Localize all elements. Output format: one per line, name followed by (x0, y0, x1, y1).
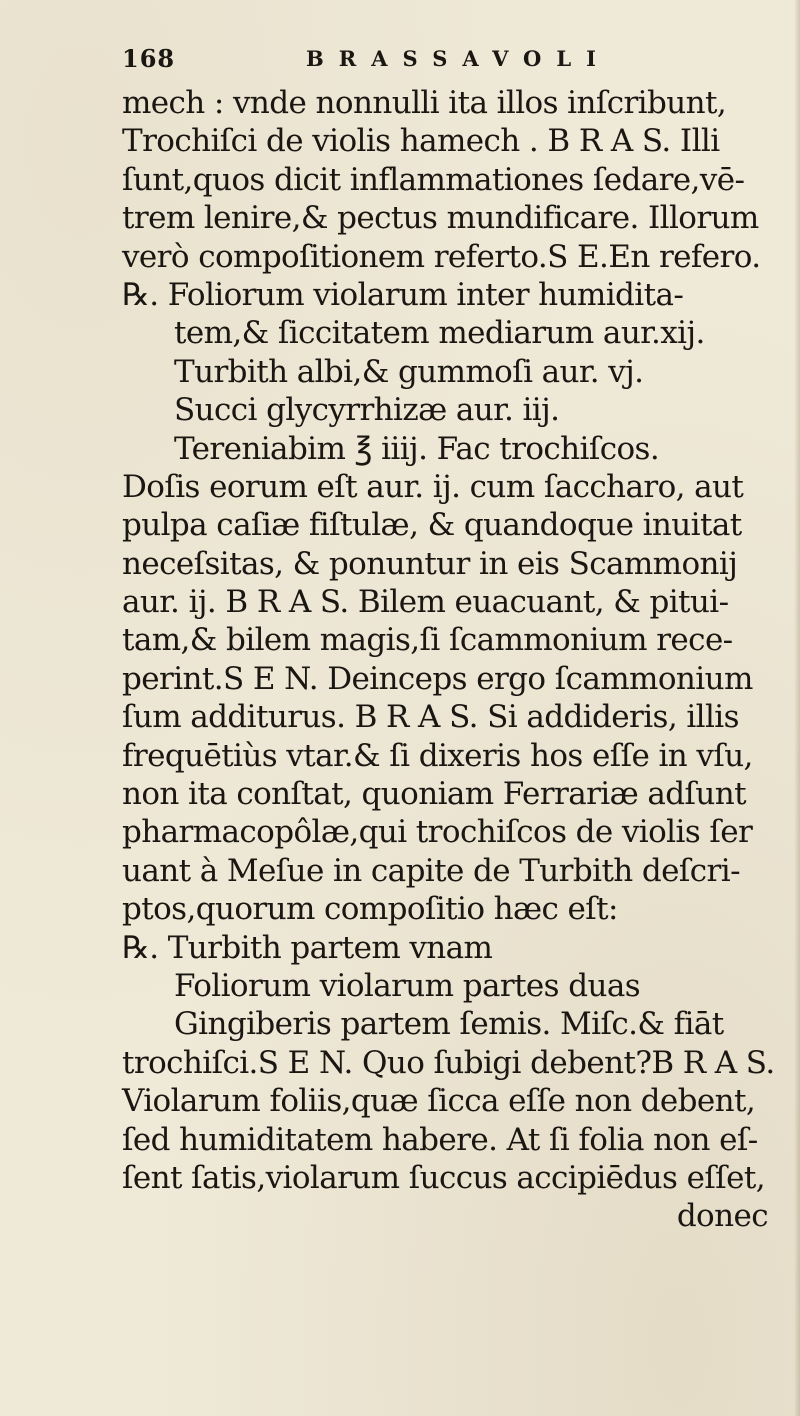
text-line-17: ſum additurus. B R A S. Si addideris, illis (122, 699, 739, 736)
recipe-line-2: tem,& ſiccitatem mediarum aur.xij. (174, 315, 705, 352)
text-line-14: aur. ij. B R A S. Bilem euacuant, & pitui- (122, 584, 729, 621)
text-line-16: perint.S E N. Deinceps ergo ſcammonium (122, 660, 753, 697)
catchword: donec (676, 1198, 768, 1235)
text-line-26: trochiſci.S E N. Quo ſubigi debent?B R A S. (122, 1044, 775, 1081)
page-edge-shadow (794, 0, 800, 1416)
text-line-28: ſed humiditatem habere. At ſi folia non eſ- (122, 1121, 758, 1158)
text-line-22: ptos,quorum compoſitio hæc eſt: (122, 891, 618, 928)
recipe-line-1: ℞. Foliorum violarum inter humidita- (122, 276, 684, 313)
text-line-12: pulpa caſiæ fiſtulæ, & quandoque inuitat (122, 507, 742, 544)
text-line-27: Violarum foliis,quæ ſicca eſſe non debent, (122, 1083, 756, 1120)
text-line-11: Doſis eorum eſt aur. ij. cum ſaccharo, aut (122, 468, 744, 505)
recipe-line-7: Foliorum violarum partes duas (174, 967, 641, 1004)
text-line-5: verò compoſitionem referto.S E.En refero. (122, 238, 761, 275)
running-head (122, 42, 682, 74)
recipe-line-3: Turbith albi,& gummoſi aur. vj. (174, 353, 644, 390)
recipe-line-4: Succi glycyrrhizæ aur. iij. (174, 392, 560, 429)
text-line-13: neceſsitas, & ponuntur in eis Scammonij (122, 545, 738, 582)
running-title: BRASSAVOLI (306, 46, 611, 71)
page-number: 168 (122, 44, 176, 73)
recipe-line-5: Tereniabim ℥ iiij. Fac trochiſcos. (174, 430, 660, 467)
body-text (122, 84, 792, 1236)
text-line-2: Trochiſci de violis hamech . B R A S. Illi (122, 123, 720, 160)
text-line-15: tam,& bilem magis,ſi ſcammonium rece- (122, 622, 733, 659)
text-line-19: non ita conſtat, quoniam Ferrariæ adſunt (122, 776, 747, 813)
recipe-line-8: Gingiberis partem ſemis. Miſc.& fiāt (174, 1006, 724, 1043)
text-line-20: pharmacopôlæ,qui trochiſcos de violis ſer (122, 814, 753, 851)
text-line-29: ſent ſatis,violarum ſuccus accipiēdus eſſet, (122, 1159, 765, 1196)
text-line-1: mech : vnde nonnulli ita illos inſcribunt, (122, 85, 727, 121)
text-line-18: frequētiùs vtar.& ſi dixeris hos eſſe in vſu, (122, 737, 753, 774)
text-line-21: uant à Meſue in capite de Turbith deſcri- (122, 852, 740, 889)
recipe-line-6: ℞. Turbith partem vnam (122, 929, 493, 966)
text-line-4: trem lenire,& pectus mundificare. Illorum (122, 200, 759, 237)
text-line-3: ſunt,quos dicit inflammationes ſedare,vē- (122, 161, 745, 198)
